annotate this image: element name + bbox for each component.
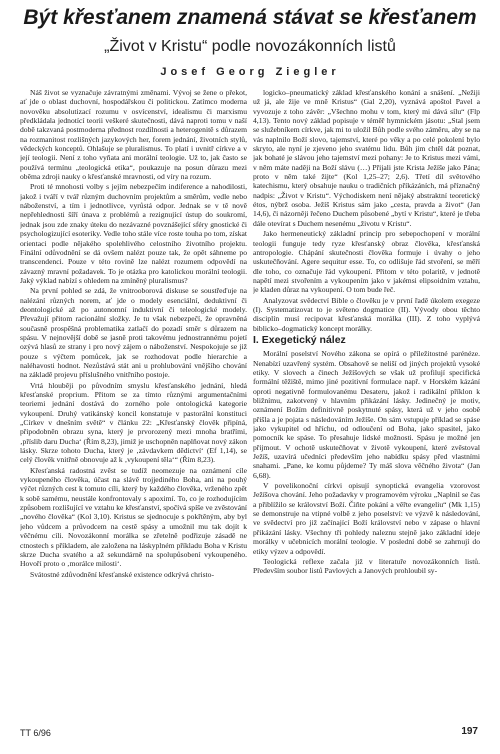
paragraph: Teologická reflexe začala již v literatuře novozákonních listů. Především soubor listů Pavlových a Janových prohloubil sy- [253, 556, 480, 576]
paragraph: Proti té mnohosti volby s jejím nebezpečím indiference a nahodilosti, jakož i tváří v tvář různým duchovním projektům a směrům, vedle nebo náboženství, a tím i jednotlivce, vyrůstá odpor. Jednak se v tě nově nepřehlednosti šíří únava z problémů a rezignující ústup do soukromí, jednak jsou zde znaky úteku do nezávazné povznášející sféry gnostické či psychologizující esoteriky. Vedle toho stále více roste touha po tom, získat orientaci podle nějakého spolehlivého celostního životního projektu. Finální odůvodnění se dá ovšem nalézt pouze tak, že opět sáhneme po transcendenci. Pouze v této rovině lze nalézt rozumem odpovědí na závazný mravní požadavek. To je otázka pro katolickou morální teologii. Jaký výklad nabízí s ohledem na zmíněný pluralismus? [20, 182, 247, 285]
section-heading: I. Exegetický nález [253, 333, 346, 346]
page-number: 197 [461, 726, 478, 737]
paragraph: Náš život se vyznačuje závratnými změnami. Vývoj se žene o překot, ať jde o oblast duchovní, hospodářskou či politickou. Zatímco moderna novověku absolutizací rozumu v osvícenství, idealismu či marxismu předkládala jednotící teorii veškeré skutečnosti, dává naproti tomu v naší době takzvaná postmoderna přednost rozdílnosti a heterogenitě s důrazem na rozmanitost rozlišných jazykových her, forem jednání, životních stylů, vědeckých konceptů. Ohlašuje se pluralismus. To platí i uvnitř církve a v její teologii. Není z toho vyňata ani morální teologie. Už to, jak často se používá termínu „teologická etika“, poukazuje na posun důrazu mezi oběma zdroji nauky o křesťanské mravnosti, od víry na rozum. [20, 88, 247, 182]
paragraph: Na první pohled se zdá, že vnitrooborová diskuse se soustřeďuje na nalézání různých norem, ať jde o modely esenciální, deduktivní či deontologické až po autonomní induktivní či teleologické modely. Převažují přitom racionální složky. Je tu však nebezpečí, že opravněná současně prospěšná problematika zatlačí do pozadí směr s důrazem na spásu. V nejnovější době se jasně proti takovému jednostrannému pojetí ozývá hlasů ze strany i pro nový zájem o náboženství. Nespokojuje se již pouze s výčtem pomůcek, jak se rozhodovat podle hierarchie a naléhavosti hodnot. Nezůstává stát ani u prohlubování vnějšího chování na základě projevu příslušného vnitřního postoje. [20, 286, 247, 380]
paragraph: Křesťanská radostná zvěst se tudíž neomezuje na oznámení cíle vykoupeného člověka, účast na slávě trojjediného Boha, ani na pouhý výčet různých cest k tomuto cíli, který by každého člověka, vrženého zpět k sobě samému, neustále konfrontovaly s apoximí. To, co je rozhodujícím způsobem rozlišující ve vztahu ke křesťanství, spočívá spíše ve zvěstování „nového člověka“ (Kol 3,10). Kristus se sjednocuje s pokřtěným, aby byl jeho vůdcem a průvodcem na cestě spásy a umožnil mu tak dojít k věčnému cíli. Novozákonní morálka se zřetelně podřizuje zásadě ne ctnostech s příkladem, ale založena na láskyplném příkladu Boha v Kristu skrze Ducha svatého a až sekundárně na spolupůsobení vykoupeného. Hovoří proto o ‚morálce milosti‘. [20, 465, 247, 569]
article-subtitle: „Život v Kristu“ podle novozákonních listů [104, 38, 396, 55]
left-column [20, 88, 247, 720]
paragraph: Analyzovat svědectví Bible o člověku je v první řadě úkolem exegeze (I). Systematizovat to je světeno dogmatice (II). Vývody obou těchto disciplín musí recipovat křesťanská morálka (III). Z toho vyplývá biblicko–dogmatický koncept morálky. [253, 295, 480, 333]
paragraph: logicko–pneumatický základ křesťanského konání a snášení. „Nežiji už já, ale žije ve mně Kristus“ (Gal 2,20), vyznává apoštol Pavel a vyvozuje z toho závěr: „Všechno mohu v tom, který mi dává sílu“ (Flp 4,13). Tento nový základ popisuje v téměř hymnickém jásotu: „Stal jsem se služebníkem církve, jak mi to uložil Bůh podle svého záměru, aby se na vás naplnilo Boží slovo, tajemství, které po věky a po celé pokolení bylo skryto, ale nyní je zjeveno jeho svatému lidu. Bůh jim chtěl dát poznat, jak bohaté je slávou jeho tajemství mezi pohany: Je to Kristus mezi vámi, v něm máte naději na Boží slávu (…) Přijali jste Krista Ježíše jako Pána; proto v něm také žijte“ (Kol 1,25–27; 2,6). Třetí díl světového katechismu, který obsahuje nauku o tradičních příkázáních, má příznačný nadpis: „Život v Kristu“. Východiskem není nějaký abstraktní teoretický étos, nýbrž osoba. Ježíš Kristus sám jako „cesta, pravda a život“ (Jan 14,6), či názorněji řečeno Duchem působené „bytí v Kristu“, které je třeba dále otevírat s Duchem nesenému „životu v Kristu“. [253, 88, 480, 228]
journal-issue: TT 6/96 [20, 728, 51, 738]
article-author: Josef Georg Ziegler [160, 66, 340, 78]
paragraph: Morální poselství Nového zákona se opírá o příležitostné parénéze. Nenabízí uzavřený systém. Obsahově se neliší od jiných projektů vysoké etiky. V slovech a činech Ježíšových se však už profilují specifická formální těžiště, mimo jiné pozitivní formulace např. v Horském kázání oproti negativně formulovanému Desateru, jakož i radikální příklon k bližnímu, zakotvený v hlavním přikázání lásky. Jedinečný je motiv, oznámení Božím definitivně poskytnuté spásy, která už v jeho osobě přišla a je pojata s následováním Ježíše. On sám vstupuje příklad se spáse jako vykupitel od hříchu, od odloučení od Boha, jako spasitel, jako pomocník ke spáse. To přesahuje lidské možnosti. Spásu je možné jen přijmout. V ochotě uskutečňovat v životě vykoupení, které zvěstoval Ježíš, uzavírá učedníci především jeho nabídku spásy před vlastními snahami. „Pane, ke komu půjdeme? Ty máš slova věčného života“ (Jan 6,68). [253, 349, 480, 480]
paragraph: Vrtá hlouběji po původním smyslu křesťanského jednání, hledá křesťanské proprium. Přitom se za tímto různými argumentačními teoriemi jednání dostává do zorného pole ontologická kategorie vykoupení. Druhý vatikánský koncil konstatuje v pastorální konstituci „Církev v dnešním světě“ v článku 22: „Křesťanský člověk připíná, připodobněn obrazu syna, který je prvorozený mezi mnoha bratřími, ‚příslib daru Ducha‘ (Řím 8,23), jimiž je uschopněn naplňovat nový zákon lásky. Skrze tohoto Ducha, který je ‚závdavkem dědictví‘ (Ef 1,14), se celý člověk vnitřně obnovuje až k ‚vykoupení těla‘“ (Řím 8,23). [20, 380, 247, 465]
paragraph: Svátostné zdůvodnění křesťanské existence odkrývá christo- [30, 569, 214, 579]
paragraph: Jako hermeneutický základní princip pro sebepochopení v morální teologii funguje tedy ryze křesťanský obraz člověka, křesťanská antropologie. Chápání skutečnosti člověka formuje i úvahy o jeho uskutečňování. Agere sequitur esse. To, co odlišuje řád stvoření, se měří dle toho, co označuje řád vykoupení. Přitom v této polaritě, v jednotě napětí mezi stvořením a vykoupením jako v jakémsi elipsoidním vztahu, je kladen důraz na vykoupení. O tom bude řeč. [253, 229, 480, 295]
paragraph: V povelikonoční církvi opisují synoptická evangelia vzorovost Ježíšova chování. Jeho požadavky v programovém výroku „Naplnil se čas a přiblížilo se království Boží. Čiňte pokání a věřte evangeliu“ (Mk 1,15) se demonstruje na vtipné volbě z jeho poselství: ve výzvě k následování, ve svědectví pro již začínající Boží království nebo v zápase o hlavní přikázání lásky. Všechny tři pohledy naleznu stejně jako základní ideje morálky v učebnicích morální teologie. V poslední době se zahrnují do etiky výzev a odpovědí. [253, 481, 480, 556]
right-column [253, 88, 480, 720]
article-title: Být křesťanem znamená stávat se křesťanem [23, 6, 477, 29]
